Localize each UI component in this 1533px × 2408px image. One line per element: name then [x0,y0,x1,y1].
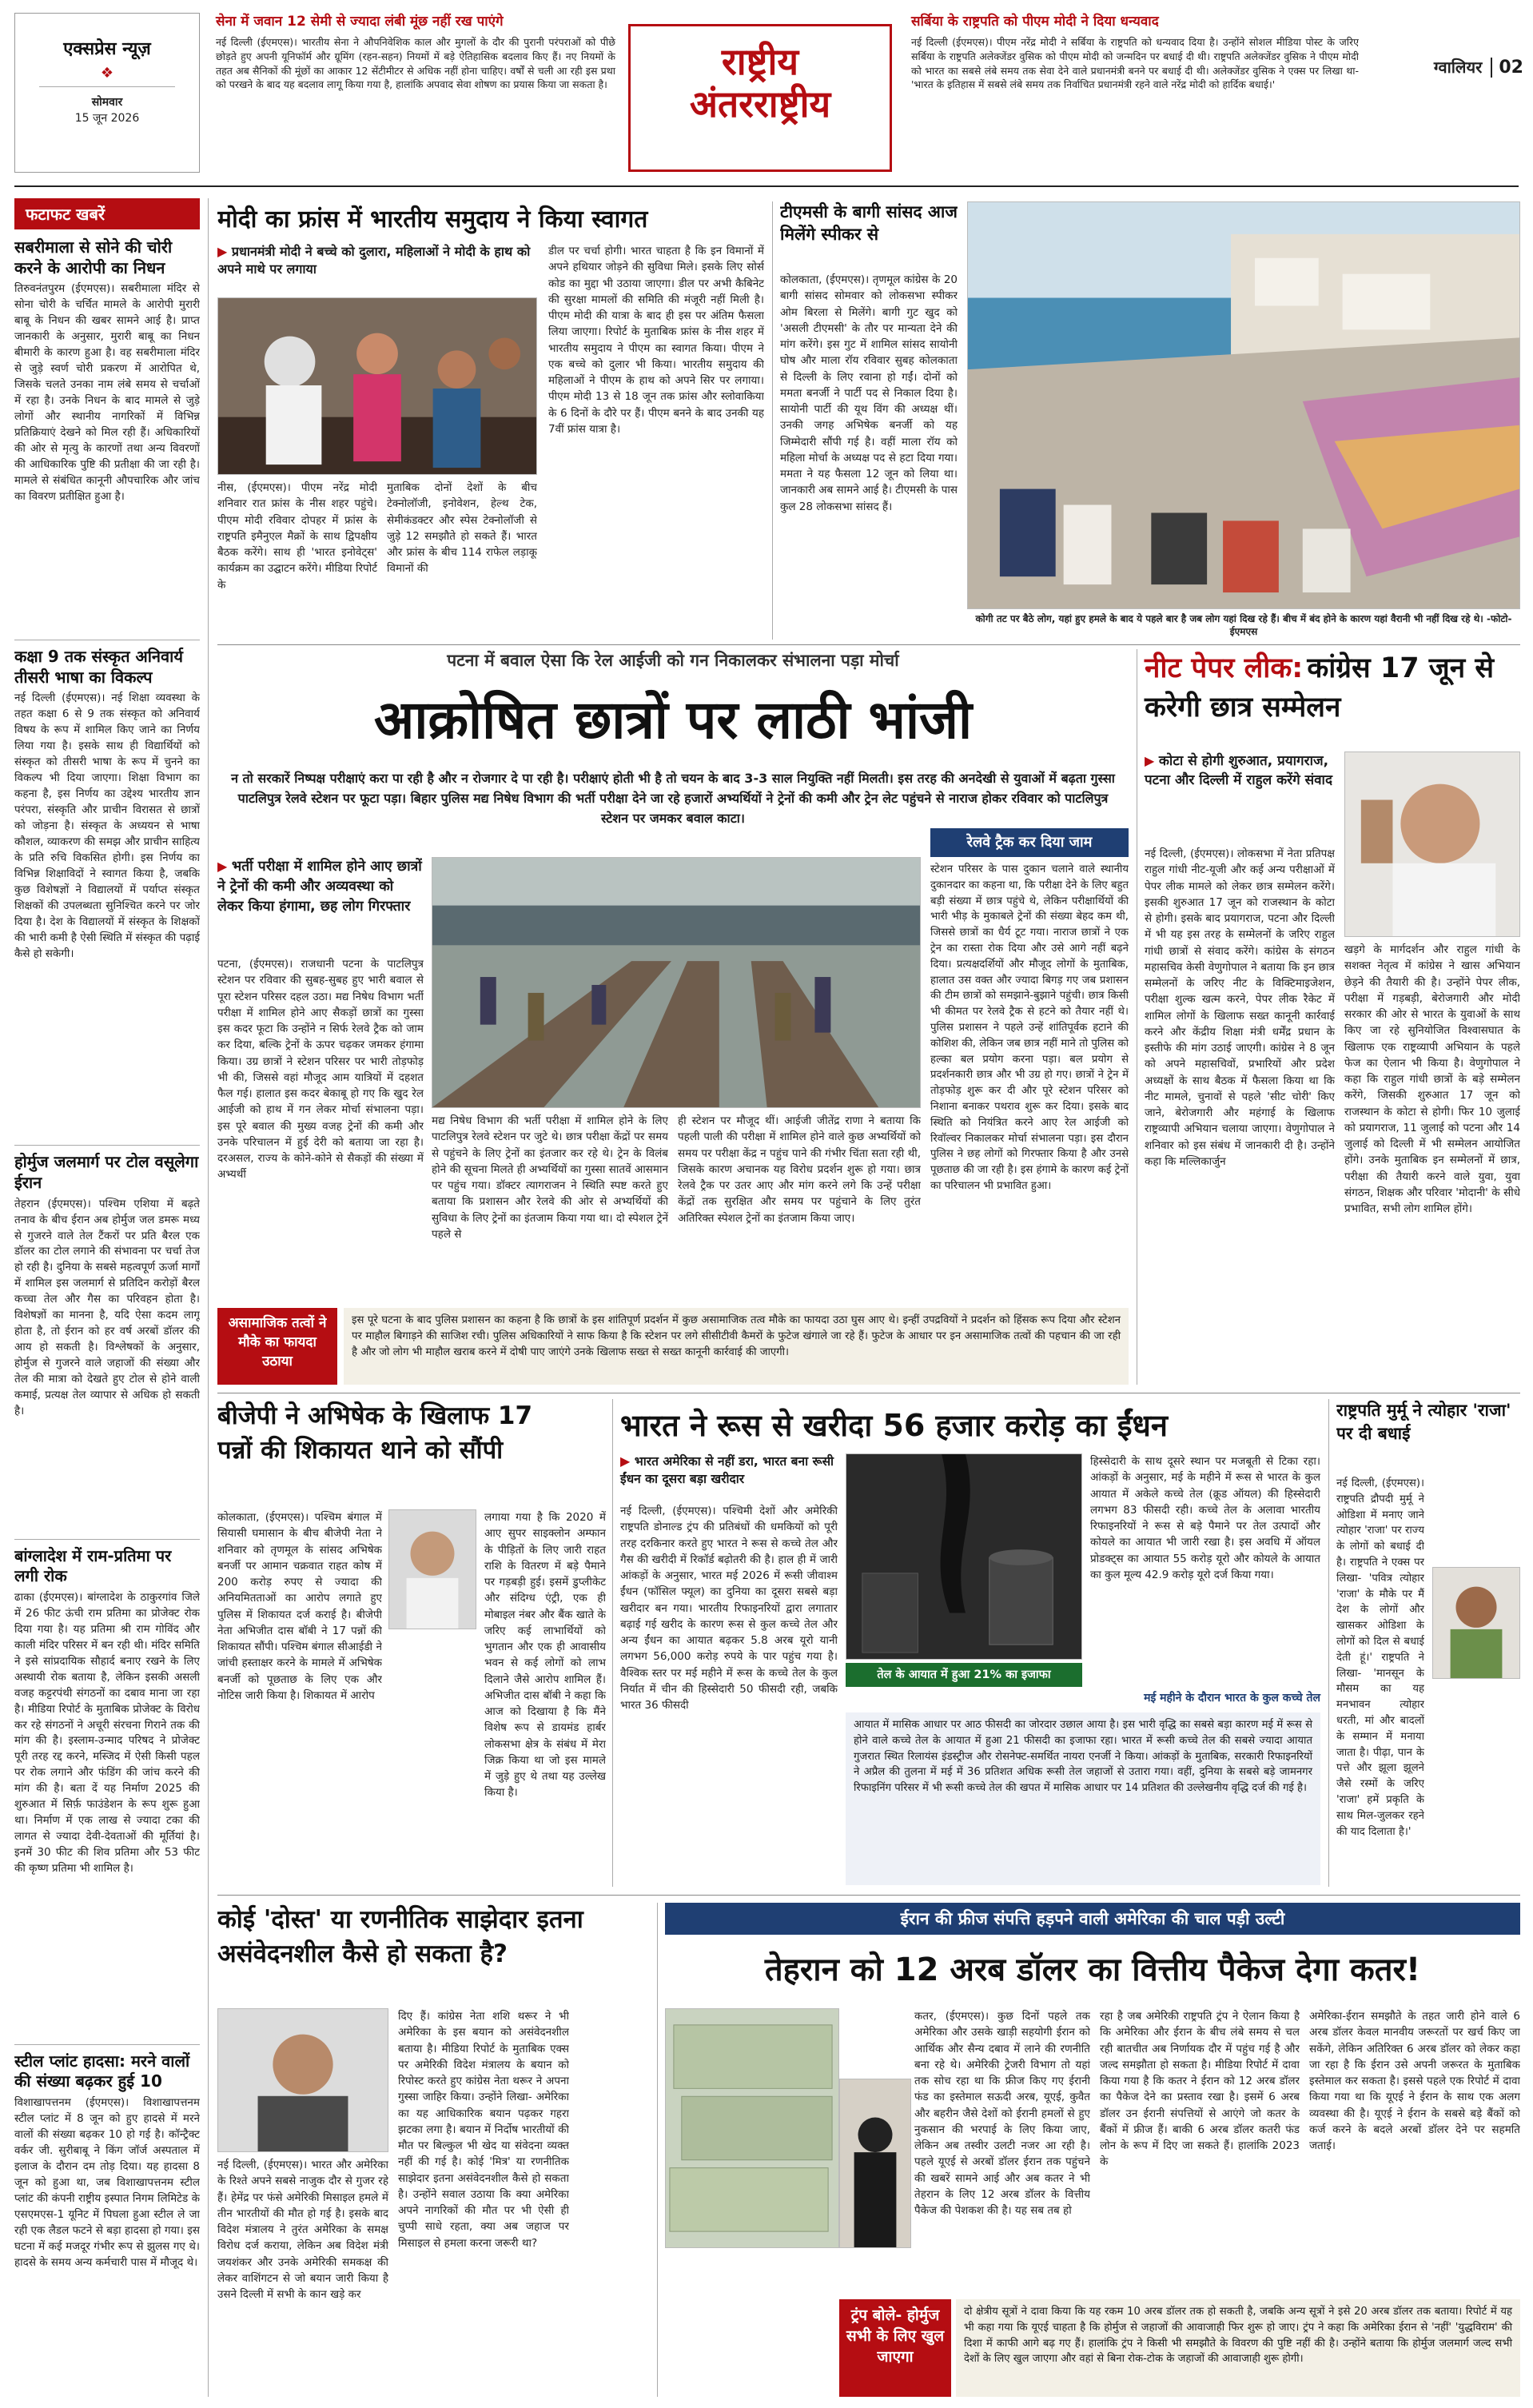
iran-text-col2: रहा है जब अमेरिकी राष्ट्रपति ट्रंप ने ऐलान किया है कि अमेरिका और ईरान के बीच लंबे समय से चल रही बातचीत अब निर्णायक दौर में पहुंच गई है और जल्द समझौता हो सकता है। मीडिया रिपोर्ट में दावा किया गया है कि कतर ने ईरान को 12 अरब डॉलर का पैकेज देने का प्रस्ताव रखा है। इसमें 6 अरब डॉलर उन ईरानी संपत्तियों से आएंगे जो कतर के बैंकों में फ्रीज हैं। बाकी 6 अरब डॉलर कतरी फंड लोन के रूप में दिए जा सकते हैं। हालांकि 2023 के [1100,2010,1300,2169]
rail-sidebar-text: स्टेशन परिसर के पास दुकान चलाने वाले स्थानीय दुकानदार का कहना था, कि परीक्षा देने के लिए बहुत बड़ी संख्या में छात्र पहुंचे थे, लेकिन परीक्षार्थियों की भारी भीड़ के मुकाबले ट्रेनों की संख्या बेहद कम थी, जिससे छात्रों का धैर्य टूट गया। नाराज छात्रों ने एक ट्रेन का रास्ता रोक दिया और उसे आगे नहीं बढ़ने दिया। प्रत्यक्षदर्शियों और मौजूद लोगों के मुताबिक, हालात उस वक्त और ज्यादा बिगड़ गए जब प्रशासन की टीम छात्रों को समझाने-बुझाने पहुंची। छात्र किसी भी कीमत पर रेलवे ट्रैक से हटने को तैयार नहीं थे। पुलिस प्रशासन ने पहले उन्हें शांतिपूर्वक हटाने की कोशिश की, लेकिन जब छात्र नहीं माने तो पुलिस को हल्का बल प्रयोग करना पड़ा। बल प्रयोग से प्रदर्शनकारी छात्र और भी उग्र हो गए। छात्रों ने ट्रेन में तोड़फोड़ शुरू कर दी और पूरे स्टेशन परिसर को निशाना बनाकर पथराव शुरू कर दिया। इसके बाद स्थिति को नियंत्रित करने आए रेल आईजी को रिवॉल्वर निकालकर मोर्चा संभालना पड़ा। इस दौरान पुलिस ने छह लोगों को गिरफ्तार किया है और उनसे पूछताछ की जा रही है। इस हंगामे के कारण कई ट्रेनों का परिचालन भी प्रभावित हुआ। [930,863,1129,1192]
lathi-text-col2: मद्य निषेध विभाग की भर्ती परीक्षा में शामिल होने के लिए पाटलिपुत्र रेलवे स्टेशन पर जुटे थे। छात्र परीक्षा केंद्रों पर समय से पहुंचने के लिए ट्रेनों का इंतजार कर रहे थे। ट्रेन के विलंब होने की सूचना मिलते ही अभ्यर्थियों का गुस्सा सातवें आसमान पर पहुंच गया। डॉक्टर त्यागराजन ने स्थिति स्पष्ट करते हुए बताया कि प्रशासन और रेलवे की ओर से अभ्यर्थियों की सुविधा के लिए ट्रेनों का इंतजाम किया गया था। दो स्पेशल ट्रेनें पहले से [432,1114,668,1241]
neet-text-col1: नई दिल्ली, (ईएमएस)। लोकसभा में नेता प्रतिपक्ष राहुल गांधी नीट-यूजी और कई अन्य परीक्षाओं में पेपर लीक मामले को लेकर छात्र सम्मेलन करेंगे। इसकी शुरुआत 17 जून को राजस्थान के कोटा से होगी। इसके बाद प्रयागराज, पटना और दिल्ली में भी यह इस तरह के सम्मेलनों के जरिए राहुल गांधी छात्रों से संवाद करेंगे। कांग्रेस के संगठन महासचिव केसी वेणुगोपाल ने बताया कि इन छात्र सम्मेलनों के जरिए नीट के विक्टिमाइजेशन, परीक्षा शुल्क खत्म करने, पेपर लीक रैकेट में शामिल लोगों के खिलाफ सख्त कानूनी कार्रवाई करने और केंद्रीय शिक्षा मंत्री धर्मेंद्र प्रधान के इस्तीफे की मांग उठाई जाएगी। कांग्रेस ने 8 जून को अपने महासचिवों, प्रभारियों और प्रदेश अध्यक्षों के साथ बैठक में फैसला किया था कि नीट मामले, चुनावों से पहले 'सीट चोरी' किए जाने, बेरोजगारी और महंगाई के खिलाफ राष्ट्रव्यापी अभियान चलाया जाएगा। वेणुगोपाल ने शनिवार को इस संबंध में जानकारी दी है। उन्होंने कहा कि मल्लिकार्जुन [1145,847,1335,1168]
abhishek-photo [388,1509,476,1629]
lathi-headline-box [217,676,1129,764]
modi-headline: मोदी का फ्रांस में भारतीय समुदाय ने किया स्वागत [217,205,648,233]
lathi-text-col3: ही स्टेशन पर मौजूद थीं। आईजी जीतेंद्र राणा ने बताया कि पहली पाली की परीक्षा में शामिल होने वाले कुछ अभ्यर्थियों को समय पर परीक्षा केंद्र न पहुंच पाने की गंभीर चिंता सता रही थी, जिसके कारण अचानक यह विरोध प्रदर्शन शुरू हो गया। छात्र रेलवे ट्रैक पर उतर आए और मांग करने लगे कि उन्हें परीक्षा केंद्रों तक सुरक्षित और समय पर पहुंचाने के लिए तुरंत अतिरिक्त स्पेशल ट्रेनों का इंतजाम किया जाए। [678,1114,921,1225]
story-text: नई दिल्ली (ईएमएस)। भारतीय सेना ने औपनिवेशिक काल और मुगलों के दौर की पुरानी परंपराओं को पीछे छोड़ते हुए अपनी यूनिफॉर्म और ग्रूमिंग (रहन-सहन) नियमों में बड़े ऐतिहासिक बदलाव किए हैं। नए नियमों के तहत अब सैनिकों की मूंछों का आकार 12 सेंटीमीटर से अधिक नहीं होना चाहिए। वर्षों से चली आ रही इस प्रथा को परखने के बाद यह बदलाव लागू किया गया है, हालांकि अपवाद सेवा शोषण का प्रयास किया जा सकता है। [216,36,615,91]
neet-headline-box [1145,649,1520,747]
item-headline: सबरीमाला से सोने की चोरी करने के आरोपी का निधन [14,237,173,277]
modi-text-col3: डील पर चर्चा होगी। भारत चाहता है कि इन विमानों में अपने हथियार जोड़ने की सुविधा मिले। इसके लिए सोर्स कोड का मुद्दा भी उठाया जाएगा। डील पर अभी कैबिनेट की सुरक्षा मामलों की समिति की मंजूरी नहीं मिली है। पीएम मोदी की यात्रा के बाद ही इस पर अंतिम फैसला लिया जाएगा। रिपोर्ट के मुताबिक फ्रांस के नीस शहर में भारतीय समुदाय ने पीएम का स्वागत किया। पीएम ने एक बच्चे को दुलार भी किया। भारतीय समुदाय की महिलाओं ने पीएम के हाथ को अपने सिर पर लगाया। पीएम मोदी 13 से 18 जून तक फ्रांस और स्लोवाकिया के 6 दिनों के दौरे पर हैं। पीएम बनने के बाद उनकी यह 7वीं फ्रांस यात्रा है। [548,245,764,436]
neet-kicker: ▶ कोटा से होगी शुरुआत, प्रयागराज, पटना और दिल्ली में राहुल करेंगे संवाद [1145,753,1332,789]
quick-news-column [14,198,200,2397]
neet-headline-red: नीट पेपर लीक: [1145,652,1304,684]
oil-text-col1: नई दिल्ली, (ईएमएस)। पश्चिमी देशों और अमेरिकी राष्ट्रपति डोनाल्ड ट्रंप की प्रतिबंधों की धमकियों को पूरी तरह दरकिनार करते हुए भारत ने रूस से कच्चे तेल और गैस की खरीदी में रिकॉर्ड बढ़ोतरी की है। हाल ही में जारी आंकड़ों के अनुसार, भारत मई 2026 में रूसी जीवाश्म ईंधन (फॉसिल फ्यूल) का दुनिया का दूसरा सबसे बड़ा खरीदार बन गया। भारतीय रिफाइनरियों द्वारा लगातार बढ़ाई गई खरीद के कारण रूस से कुल कच्चे तेल और अन्य ईंधन का आयात बढ़कर 5.8 अरब यूरो यानी लगभग 56,000 करोड़ रुपये के पार पहुंच गया है। वैश्विक स्तर पर मई महीने में रूस के कच्चे तेल के कुल निर्यात में चीन की हिस्सेदारी 50 फीसदी रही, जबकि भारत 36 फीसदी [620,1505,838,1712]
section-title-line1: राष्ट्रीय [721,40,799,83]
oil-headline-box [620,1399,1320,1452]
item-text: विशाखापत्तनम (ईएमएस)। विशाखापत्तनम स्टील प्लांट में 8 जून को हुए हादसे में मरने वालों की संख्या बढ़कर 10 हो गई है। कॉन्ट्रैक्ट वर्कर जी. सुरीबाबू ने किंग जॉर्ज अस्पताल में इलाज के दौरान दम तोड़ दिया। यह हादसा 8 जून को हुआ था, जब विशाखापत्तनम स्टील प्लांट की कंपनी राष्ट्रीय इस्पात निगम लिमिटेड के एसएमएस-1 यूनिट में पिघला हुआ स्टील ले जा रही एक लैडल फटने से बड़ा हादसा हो गया। इस घटना में कई मजदूर गंभीर रूप से झुलस गए थे। हादसे के समय अन्य कर्मचारी पास में मौजूद थे। [14,2095,200,2269]
antisocial-box-text: इस पूरे घटना के बाद पुलिस प्रशासन का कहना है कि छात्रों के इस शांतिपूर्ण प्रदर्शन में कुछ असामाजिक तत्व मौके का फायदा उठा घुस आए थे। इन्हीं उपद्रवियों ने प्रदर्शन को हिंसक रूप दिया और स्टेशन पर माहौल बिगाड़ने की साजिश रची। पुलिस अधिकारियों ने साफ किया है कि स्टेशन पर लगे सीसीटीवी कैमरों के फुटेज खंगाले जा रहे हैं। फुटेज के आधार पर इन असामाजिक तत्वों की पहचान की जा रही है और जो लोग भी माहौल खराब करने में दोषी पाए जाएंगे उनके खिलाफ सख्त से सख्त कानूनी कार्रवाई की जाएगी। [344,1308,1129,1385]
tharoor-headline: कोई 'दोस्त' या रणनीतिक साझेदार इतना असंवेदनशील कैसे हो सकता है? [217,1905,583,1968]
neet-headline: कांग्रेस 17 जून से करेगी छात्र सम्मेलन [1145,652,1495,724]
bjp-headline-box [217,1399,574,1503]
paper-logo-box [14,13,200,173]
top-right-story [911,13,1359,173]
rail-protest-photo [432,857,921,1108]
trump-box-text: दो क्षेत्रीय सूत्रों ने दावा किया कि यह रकम 10 अरब डॉलर तक हो सकती है, जबकि अन्य सूत्रों ने इसे 20 अरब डॉलर तक बताया। रिपोर्ट में यह भी कहा गया कि यूएई चाहता है कि होर्मुज से जहाजों की आवाजाही फिर शुरू हो जाए। ट्रंप ने कहा कि अमेरिका ईरान से 'नहीं' 'युद्धविराम' की दिशा में काफी आगे बढ़ गए हैं। हालांकि ट्रंप ने किसी भी समझौते के विवरण की पुष्टि नहीं की है। उन्होंने बताया कि होर्मुज जलमार्ग जल्द सभी देशों के लिए खुल जाएगा और वहां से बिना रोक-टोक के जहाजों की आवाजाही शुरू होगी। [956,2299,1520,2397]
lathi-headline: आक्रोषित छात्रों पर लाठी भांजी [373,689,973,751]
murmu-headline: राष्ट्रपति मुर्मू ने त्योहार 'राजा' पर दी बधाई [1336,1401,1511,1443]
date: 15 जून 2026 [74,111,140,125]
item-text: ढाका (ईएमएस)। बांग्लादेश के ठाकुरगांव जिले में 26 फीट ऊंची राम प्रतिमा का प्रोजेक्ट रोक दिया गया है। यह प्रतिमा श्री राम गोविंद और काली मंदिर परिसर में बन रही थी। मंदिर समिति ने इसे सांप्रदायिक सौहार्द बनाए रखने के लिए अस्थायी रोक बताया है, लेकिन इसकी असली वजह कट्टरपंथी संगठनों का दबाव माना जा रहा है। मीडिया रिपोर्ट के मुताबिक प्रोजेक्ट के विरोध कर रहे संगठनों ने अचूरी संरचना गिराने तक की मांग की है। इस्लाम-उन्माद परिषद ने प्रोजेक्ट पूरी तरह रद्द करने, मस्जिद में ऐसी किसी पहल पर रोक लगाने और फंडिंग की जांच करने की मांग की है। बता दें यह निर्माण 2025 की शुरुआत में सिर्फ़ फाउंडेशन के रूप शुरू हुआ था। निर्माण में एक लाख से ज्यादा टका की लागत से ज्यादा देवी-देवताओं की मूर्तियां है। इनमें 30 फीट की शिव प्रतिमा और 53 फीट की कृष्ण प्रतिमा भी शामिल है। [14,1590,200,1876]
bjp-text-col2: लगाया गया है कि 2020 में आए सुपर साइक्लोन अम्फान के पीड़ितों के लिए जारी राहत राशि के वितरण में बड़े पैमाने पर गड़बड़ी हुई। इसमें डुप्लीकेट और संदिग्ध एंट्री, एक ही मोबाइल नंबर और बैंक खाते के जरिए कई लाभार्थियों को भुगतान और एक ही आवासीय भवन से कई लोगों को लाभ दिलाने जैसे आरोप शामिल हैं। अभिजीत दास बॉबी ने कहा कि आज को दिखाया है कि मैंने विशेष रूप से डायमंड हार्बर लोकसभा क्षेत्र के संबंध में मेरा जिक्र किया था जो इस मामले में जुड़े हुए थे तथा यह उल्लेख किया है। [484,1511,606,1800]
tharoor-headline-box [217,1903,649,2005]
item-headline: स्टील प्लांट हादसा: मरने वालों की संख्या बढ़कर हुई 10 [14,2051,190,2091]
tmc-headline: टीएमसी के बागी सांसद आज मिलेंगे स्पीकर से [780,202,958,244]
lathi-intro: न तो सरकारें निष्पक्ष परीक्षाएं करा पा रही है और न रोजगार दे पा रही है। परीक्षाएं होती भी है तो चयन के बाद 3-3 साल नियुक्ति नहीं मिलती। इस तरह की अनदेखी से युवाओं में बढ़ता गुस्सा पाटलिपुत्र रेलवे स्टेशन पर फूटा पड़ा। बिहार पुलिस मद्य निषेध विभाग की भर्ती परीक्षा देने जा रहे हजारों अभ्यर्थियों ने ट्रेनों की कमी और ट्रेन लेट पहुंचने से नाराज होकर रविवार को पाटलिपुत्र स्टेशन पर जमकर बवाल काटा। [231,771,1115,826]
item-text: नई दिल्ली (ईएमएस)। नई शिक्षा व्यवस्था के तहत कक्षा 6 से 9 तक संस्कृत को अनिवार्य विषय के रूप में शामिल किए जाने का निर्णय लिया गया है। इसके साथ ही विद्यार्थियों को संस्कृत को तीसरी भाषा के रूप में चुनने का विकल्प भी दिया जाएगा। शिक्षा विभाग का कहना है, इस निर्णय का उद्देश्य भारतीय ज्ञान परंपरा, संस्कृति और प्राचीन विरासत से छात्रों को जोड़ना है। संस्कृत के अध्ययन से भाषा कौशल, व्याकरण की समझ और प्राचीन साहित्य के प्रति रुचि विकसित होगी। इस निर्णय का विभिन्न शिक्षाविदों ने स्वागत किया है, जबकि कुछ विशेषज्ञों ने विद्यालयों में पर्याप्त संस्कृत शिक्षकों की उपलब्धता सुनिश्चित करने पर जोर दिया है। देश के विद्यालयों में संस्कृत के शिक्षकों की भारी कमी है ऐसी स्थिति में संस्कृत की पढ़ाई कैसे हो सकेगी। [14,692,200,960]
oil-subhead: मई महीने के दौरान भारत के कुल कच्चे तेल [1144,1692,1320,1704]
rahul-photo [1344,752,1520,937]
modi-headline-bar [217,201,769,238]
bjp-text-col1: कोलकाता, (ईएमएस)। पश्चिम बंगाल में सियासी घमासान के बीच बीजेपी नेता ने शनिवार को तृणमूल के सांसद अभिषेक बनर्जी पर आमान चक्रवात राहत कोष में 200 करोड़ रुपए से ज्यादा की अनियमितताओं का आरोप लगाते हुए पुलिस में शिकायत दर्ज कराई है। बीजेपी नेता अभिजीत दास बॉबी ने 17 पन्नों की शिकायत सौंपी। पश्चिम बंगाल सीआईडी ने जांची हस्ताक्षर करने के मामले में अभिषेक बनर्जी को पूछताछ के लिए एक और नोटिस जारी किया है। शिकायत में आरोप [217,1511,382,1702]
headline: सेना में जवान 12 सेमी से ज्यादा लंबी मूंछ नहीं रख पाएंगे [216,14,504,30]
item-text: तिरुवनंतपुरम (ईएमएस)। सबरीमाला मंदिर से सोना चोरी के चर्चित मामले के आरोपी मुरारी बाबू के निधन की खबर सामने आई है। प्राप्त जानकारी के अनुसार, मुरारी बाबू का निधन बीमारी के कारण हुआ है। वह सबरीमाला मंदिर से जुड़े स्वर्ण चोरी प्रकरण में आरोपित थे, जिसके चलते उनका नाम लंबे समय से चर्चाओं में रहा है। उनके निधन के बाद मामले से जुड़े लोगों और स्थानीय नागरिकों में विभिन्न प्रतिक्रियाएं देखने को मिल रही हैं। अधिकारियों की ओर से मृत्यु के कारणों तथा अन्य विवरणों की आधिकारिक पुष्टि की प्रतीक्षा की जा रही है। मामले से संबंधित कानूनी औपचारिक और जांच का विवरण प्रतीक्षित हुआ है। [14,282,200,503]
paper-name: एक्सप्रेस न्यूज़ [63,39,151,59]
neet-text-col2: खड़गे के मार्गदर्शन और राहुल गांधी के सशक्त नेतृत्व में कांग्रेस ने खास अभियान छेड़ने की तैयारी की है। उन्होंने पेपर लीक, परीक्षा में गड़बड़ी, बेरोजगारी और मोदी सरकार की ओर से भारत के युवाओं के साथ किए जा रहे सुनियोजित विश्वासघात के खिलाफ एक राष्ट्रव्यापी अभियान के पहले फेज का ऐलान भी किया है। वेणुगोपाल ने कहा कि राहुल गांधी छात्रों के बड़े सम्मेलन करेंगे, जिसकी शुरुआत 17 जून को राजस्थान के कोटा से होगी। फिर 10 जुलाई को प्रयागराज, 11 जुलाई को पटना और 14 जुलाई को दिल्ली में भी सम्मेलन आयोजित होंगे। उनके मुताबिक इन सम्मेलनों में छात्र, परीक्षा की तैयारी करने वाले युवा, युवा संगठन, शिक्षक और परिवार 'मोदानी' के सीधे प्रभावित, सभी लोग शामिल होंगे। [1344,943,1520,1215]
iran-leader-photo [839,2079,911,2248]
bullet-icon: ▶ [217,244,232,259]
quick-news-header: फटाफट खबरें [14,198,200,229]
top-left-story [216,13,615,173]
page-folio [1372,56,1523,104]
beach-photo-caption: कोगी तट पर बैठे लोग, यहां हुए हमले के बाद ये पहले बार है जब लोग यहां दिख रहे हैं। बीच में बंद होने के कारण यहां वैरानी भी नहीं दिख रहे थे। -फोटो-ईएमएस [975,613,1512,638]
headline: सर्बिया के राष्ट्रपति को पीएम मोदी ने दिया धन्यवाद [911,14,1159,30]
tharoor-text-col2: दिए हैं। कांग्रेस नेता शशि थरूर ने भी अमेरिका के इस बयान को असंवेदनशील बताया है। मीडिया रिपोर्ट के मुताबिक एक्स पर अमेरिकी विदेश मंत्रालय के बयान को रिपोस्ट करते हुए कांग्रेस नेता थरूर ने अपना गुस्सा जाहिर किया। उन्होंने लिखा- अमेरिका का यह आधिकारिक बयान पढ़कर गहरा झटका लगा है। बयान में निर्दोष भारतीयों की मौत पर बिल्कुल भी खेद या संवेदना व्यक्त नहीं की गई है। कोई 'मित्र' या रणनीतिक साझेदार इतना असंवेदनशील कैसे हो सकता है। उन्होंने सवाल उठाया कि क्या अमेरिका अपने नागरिकों की मौत पर भी ऐसी ही चुप्पी साधे रहता, क्या अब जहाज पर मिसाइल से हमला करना जरूरी था? [398,2010,569,2250]
lathi-text-col1: पटना, (ईएमएस)। राजधानी पटना के पाटलिपुत्र स्टेशन पर रविवार की सुबह-सुबह हुए भारी बवाल से पूरा स्टेशन परिसर दहल उठा। मद्य निषेध विभाग भर्ती परीक्षा में शामिल होने आए सैकड़ों छात्रों का गुस्सा इस कदर फूटा कि उन्होंने न सिर्फ रेलवे ट्रैक को जाम कर दिया, बल्कि ट्रेनों के ऊपर चढ़कर जमकर हंगामा किया। उग्र छात्रों ने स्टेशन परिसर पर भारी तोड़फोड़ भी की, जिससे वहां मौजूद आम यात्रियों में दहशत फैल गई। हालात इस कदर बेकाबू हो गए कि खुद रेल आईजी को हाथ में गन लेकर मोर्चा संभालना पड़ा। इस पूरे बवाल की मुख्य वजह ट्रेनों की कमी और उनके परिचालन में हुई देरी को बताया जा रहा है। दरअसल, राज्य के कोने-कोने से सैकड़ों की संख्या में अभ्यर्थी [217,958,424,1182]
iran-text-col3: अमेरिका-ईरान समझौते के तहत जारी होने वाले 6 अरब डॉलर केवल मानवीय जरूरतों पर खर्च किए जा सकेंगे, लेकिन अतिरिक्त 6 अरब डॉलर को लेकर कहा जा रहा है कि ईरान उसे अपनी जरूरत के मुताबिक इस्तेमाल कर सकता है। इससे पहले एक रिपोर्ट में दावा किया गया था कि यूएई ने ईरान के साथ एक अलग व्यवस्था की है। यूएई ने ईरान के सबसे बड़े बैंकों को कर्ज करने के बदले अरबों डॉलर देने पर सहमति जताई। [1309,2010,1520,2152]
bullet-icon: ▶ [1145,753,1159,768]
section-masthead [628,24,892,172]
lathi-kicker: पटना में बवाल ऐसा कि रेल आईजी को गन निकालकर संभालना पड़ा मोर्चा [447,651,899,670]
murmu-photo [1432,1567,1520,1679]
antisocial-box-label: असामाजिक तत्वों ने मौके का फायदा उठाया [217,1308,337,1385]
top-divider [14,185,1519,187]
list-item [14,647,200,1138]
story-text: नई दिल्ली (ईएमएस)। पीएम नरेंद्र मोदी ने सर्बिया के राष्ट्रपति को धन्यवाद दिया है। उन्होंने सोशल मीडिया पोस्ट के जरिए सर्बिया के राष्ट्रपति अलेक्जेंडर वुसिक को पीएम मोदी को जन्मदिन पर बधाई दी थी। राष्ट्रपति अलेक्जेंडर वुसिक ने पीएम मोदी को भारत का सबसे लंबे समय तक सेवा देने वाले प्रधानमंत्री बनने पर बधाई दी थी। अलेक्जेंडर वुसिक ने एक्स पर लिखा था- 'भारत के इतिहास में सबसे लंबे समय तक निर्वाचित प्रधानमंत्री रहने वाले नरेंद्र मोदी को हार्दिक बधाई।' [911,36,1359,91]
iran-text-col1: कतर, (ईएमएस)। कुछ दिनों पहले तक अमेरिका और उसके खाड़ी सहयोगी ईरान को आर्थिक और सैन्य दबाव में लाने की रणनीति बना रहे थे। अमेरिकी ट्रेजरी विभाग तो यहां तक सोच रहा था कि फ्रीज किए गए ईरानी फंड का इस्तेमाल सऊदी अरब, यूएई, कुवैत और बहरीन जैसे देशों को ईरानी हमलों से हुए नुकसान की भरपाई के लिए किया जाए, लेकिन अब तस्वीर उलटी नजर आ रही है। पहले यूएई से अरबों डॉलर ईरान तक पहुंचने की खबरें सामने आई और अब कतर ने भी तेहरान के लिए 12 अरब डॉलर के वित्तीय पैकेज की पेशकश की है। यह सब तब हो [914,2010,1090,2217]
ornament-icon: ❖ [100,65,114,82]
oil-photo-label: तेल के आयात में हुआ 21% का इजाफा [846,1663,1082,1687]
iran-headline: तेहरान को 12 अरब डॉलर का वित्तीय पैकेज देगा कतर! [764,1952,1421,1988]
trump-box-label: ट्रंप बोले- होर्मुज सभी के लिए खुल जाएगा [839,2299,951,2397]
modi-text-col2: मुताबिक दोनों देशों के बीच टेक्नोलॉजी, इनोवेशन, हेल्थ टेक, सेमीकंडक्टर और स्पेस टेक्नोलॉजी से जुड़े 12 समझौते हो सकते हैं। भारत और फ्रांस के बीच 114 राफेल लड़ाकू विमानों की [387,481,537,576]
dollar-notes-photo [665,2008,839,2248]
bjp-headline: बीजेपी ने अभिषेक के खिलाफ 17 पन्नों की शिकायत थाने को सौंपी [217,1401,533,1465]
city: ग्वालियर [1433,58,1483,77]
tmc-text: कोलकाता, (ईएमएस)। तृणमूल कांग्रेस के 20 बागी सांसद सोमवार को लोकसभा स्पीकर ओम बिरला से मिलेंगे। बागी गुट खुद को 'असली टीएमसी' के तौर पर मान्यता देने की मांग करेंगे। इस गुट में शामिल सांसद सायोनी घोष और माला रॉय रविवार सुबह कोलकाता से दिल्ली के लिए रवाना हो गईं। दोनों को ममता बनर्जी ने पार्टी पद से निकाल दिया है। सायोनी पार्टी की यूथ विंग की अध्यक्ष थीं। उनकी जगह अभिषेक बनर्जी को यह जिम्मेदारी सौंपी गई है। वहीं माला रॉय को महिला मोर्चा के अध्यक्ष पद से हटा दिया गया। ममता ने यह फैसला 12 जून को लिया था। जानकारी अब सामने आई है। टीएमसी के पास कुल 28 लोकसभा सांसद हैं। [780,273,958,513]
item-text: तेहरान (ईएमएस)। पश्चिम एशिया में बढ़ते तनाव के बीच ईरान अब होर्मुज जल डमरू मध्य से गुजरने वाले तेल टैंकरों पर प्रति बैरल एक डॉलर का टोल लगाने की संभावना पर चर्चा तेज हो रही है। दुनिया के सबसे महत्वपूर्ण ऊर्जा मार्गों में शामिल इस जलमार्ग से प्रतिदिन करोड़ों बैरल कच्चा तेल और गैस का परिवहन होता है। विशेषज्ञों का मानना है, यदि ऐसा कदम लागू होता है, तो ईरान को हर वर्ष अरबों डॉलर की आय हो सकती है। विश्लेषकों के अनुसार, होर्मुज से गुजरने वाले जहाजों की संख्या और तेल की मात्रा को देखते हुए टोल से होने वाली कमाई, प्रत्यक्ष तेल व्यापार से अधिक हो सकती है। [14,1197,200,1418]
item-headline: होर्मुज जलमार्ग पर टोल वसूलेगा ईरान [14,1152,199,1192]
modi-text-col1: नीस, (ईएमएस)। पीएम नरेंद्र मोदी शनिवार रात फ्रांस के नीस शहर पहुंचे। पीएम मोदी रविवार दोपहर में फ्रांस के राष्ट्रपति इमैनुएल मैक्रों के साथ द्विपक्षीय बैठक करेंगे। साथ ही 'भारत इनोवेट्स' कार्यक्रम का उद्घाटन करेंगे। मीडिया रिपोर्ट के [217,481,377,592]
iran-headline-box [665,1938,1520,2002]
item-headline: कक्षा 9 तक संस्कृत अनिवार्य तीसरी भाषा का विकल्प [14,647,183,687]
oil-barrels-photo [846,1453,1082,1660]
bullet-icon: ▶ [620,1453,635,1469]
lathi-subhead: ▶ भर्ती परीक्षा में शामिल होने आए छात्रों ने ट्रेनों की कमी और अव्यवस्था को लेकर किया हंगामा, छह लोग गिरफ्तार [217,859,422,915]
oil-headline: भारत ने रूस से खरीदा 56 हजार करोड़ का ईंधन [620,1408,1168,1443]
murmu-headline-box [1336,1399,1520,1473]
tharoor-text-col1: नई दिल्ली, (ईएमएस)। भारत और अमेरिका के रिश्ते अपने सबसे नाजुक दौर से गुजर रहे हैं। हेमेंद्र पर फंसे अमेरिकी मिसाइल हमले में तीन भारतीयों की मौत हो गई है। इसके बाद विदेश मंत्रालय ने तुरंत अमेरिका के समक्ष विरोध दर्ज कराया, लेकिन अब विदेश मंत्री जयशंकर और उनके अमेरिकी समकक्ष की लेकर वाशिंगटन से जो बयान जारी किया है उसने दिल्ली में सभी के कान खड़े कर [217,2159,388,2301]
oil-subtext: आयात में मासिक आधार पर आठ फीसदी का जोरदार उछाल आया है। इस भारी वृद्धि का सबसे बड़ा कारण मई में रूस से होने वाले कच्चे तेल के आयात में हुआ 21 फीसदी का इजाफा रहा। भारत में रूसी कच्चे तेल की सबसे ज्यादा आयात गुजरात स्थित रिलायंस इंडस्ट्रीज और रोसनेफ्ट-समर्थित नायरा एनर्जी ने किया। आंकड़ों के मुताबिक, सरकारी रिफाइनरियों ने अप्रैल की तुलना में मई में 36 प्रतिशत अधिक रूसी तेल जहाजों से उतारा गया। वहीं, दुनिया के सबसे बड़े जामनगर रिफाइनिंग परिसर में भी रूसी कच्चे तेल की खपत में मासिक आधार पर 14 प्रतिशत की उल्लेखनीय वृद्धि दर्ज की गई है। [846,1712,1320,1885]
page-number: 02 [1491,58,1523,78]
beach-photo [967,201,1520,609]
iran-kicker-bar: ईरान की फ्रीज संपत्ति हड़पने वाली अमेरिका की चाल पड़ी उल्टी [665,1903,1520,1935]
item-headline: बांग्लादेश में राम-प्रतिमा पर लगी रोक [14,1545,172,1586]
bullet-icon: ▶ [217,859,232,874]
day: सोमवार [91,96,123,109]
section-title-line2: अंतरराष्ट्रीय [689,82,831,126]
tharoor-photo [217,2008,388,2152]
modi-crowd-photo [217,297,537,475]
list-item [14,1152,200,1532]
list-item [14,2051,200,2383]
oil-text-col2: हिस्सेदारी के साथ दूसरे स्थान पर मजबूती से टिका रहा। आंकड़ों के अनुसार, मई के महीने में रूस से भारत के कुल आयात में अकेले कच्चे तेल (क्रूड ऑयल) की हिस्सेदारी लगभग 83 फीसदी रही। कच्चे तेल के अलावा भारतीय रिफाइनरियों ने रूस से बड़े पैमाने पर तेल उत्पादों और कोयले का आयात भी जारी रखा है। इस अवधि में ऑयल प्रोडक्ट्स का आयात 55 करोड़ यूरो और कोयले के आयात का कुल मूल्य 42.9 करोड़ यूरो दर्ज किया गया। [1090,1455,1320,1581]
column-rule [208,198,209,2397]
list-item [14,1546,200,2038]
tmc-headline-box [780,201,958,269]
modi-kicker: ▶ प्रधानमंत्री मोदी ने बच्चे को दुलारा, महिलाओं ने मोदी के हाथ को अपने माथे पर लगाया [217,244,531,277]
oil-kicker: ▶ भारत अमेरिका से नहीं डरा, भारत बना रूसी ईंधन का दूसरा बड़ा खरीदार [620,1453,834,1486]
list-item [14,237,200,633]
murmu-text: नई दिल्ली, (ईएमएस)। राष्ट्रपति द्रौपदी मुर्मू ने ओडिशा में मनाए जाने त्योहार 'राजा' पर राज्य के लोगों को बधाई दी है। राष्ट्रपति ने एक्स पर लिखा- 'पवित्र त्योहार 'राजा' के मौके पर मैं देश के लोगों और खासकर ओडिशा के लोगों को दिल से बधाई देती हूं।' राष्ट्रपति ने लिखा- 'मानसून के मौसम का यह मनभावन त्योहार धरती, मां और बादलों के सम्मान में मनाया जाता है। पीढ़ा, पान के पत्ते और झूला झूलने जैसे रस्मों के जरिए 'राजा' हमें प्रकृति के साथ मिल-जुलकर रहने की याद दिलाता है।' [1336,1477,1424,1838]
rail-sidebar-header: रेलवे ट्रैक कर दिया जाम [930,828,1129,857]
